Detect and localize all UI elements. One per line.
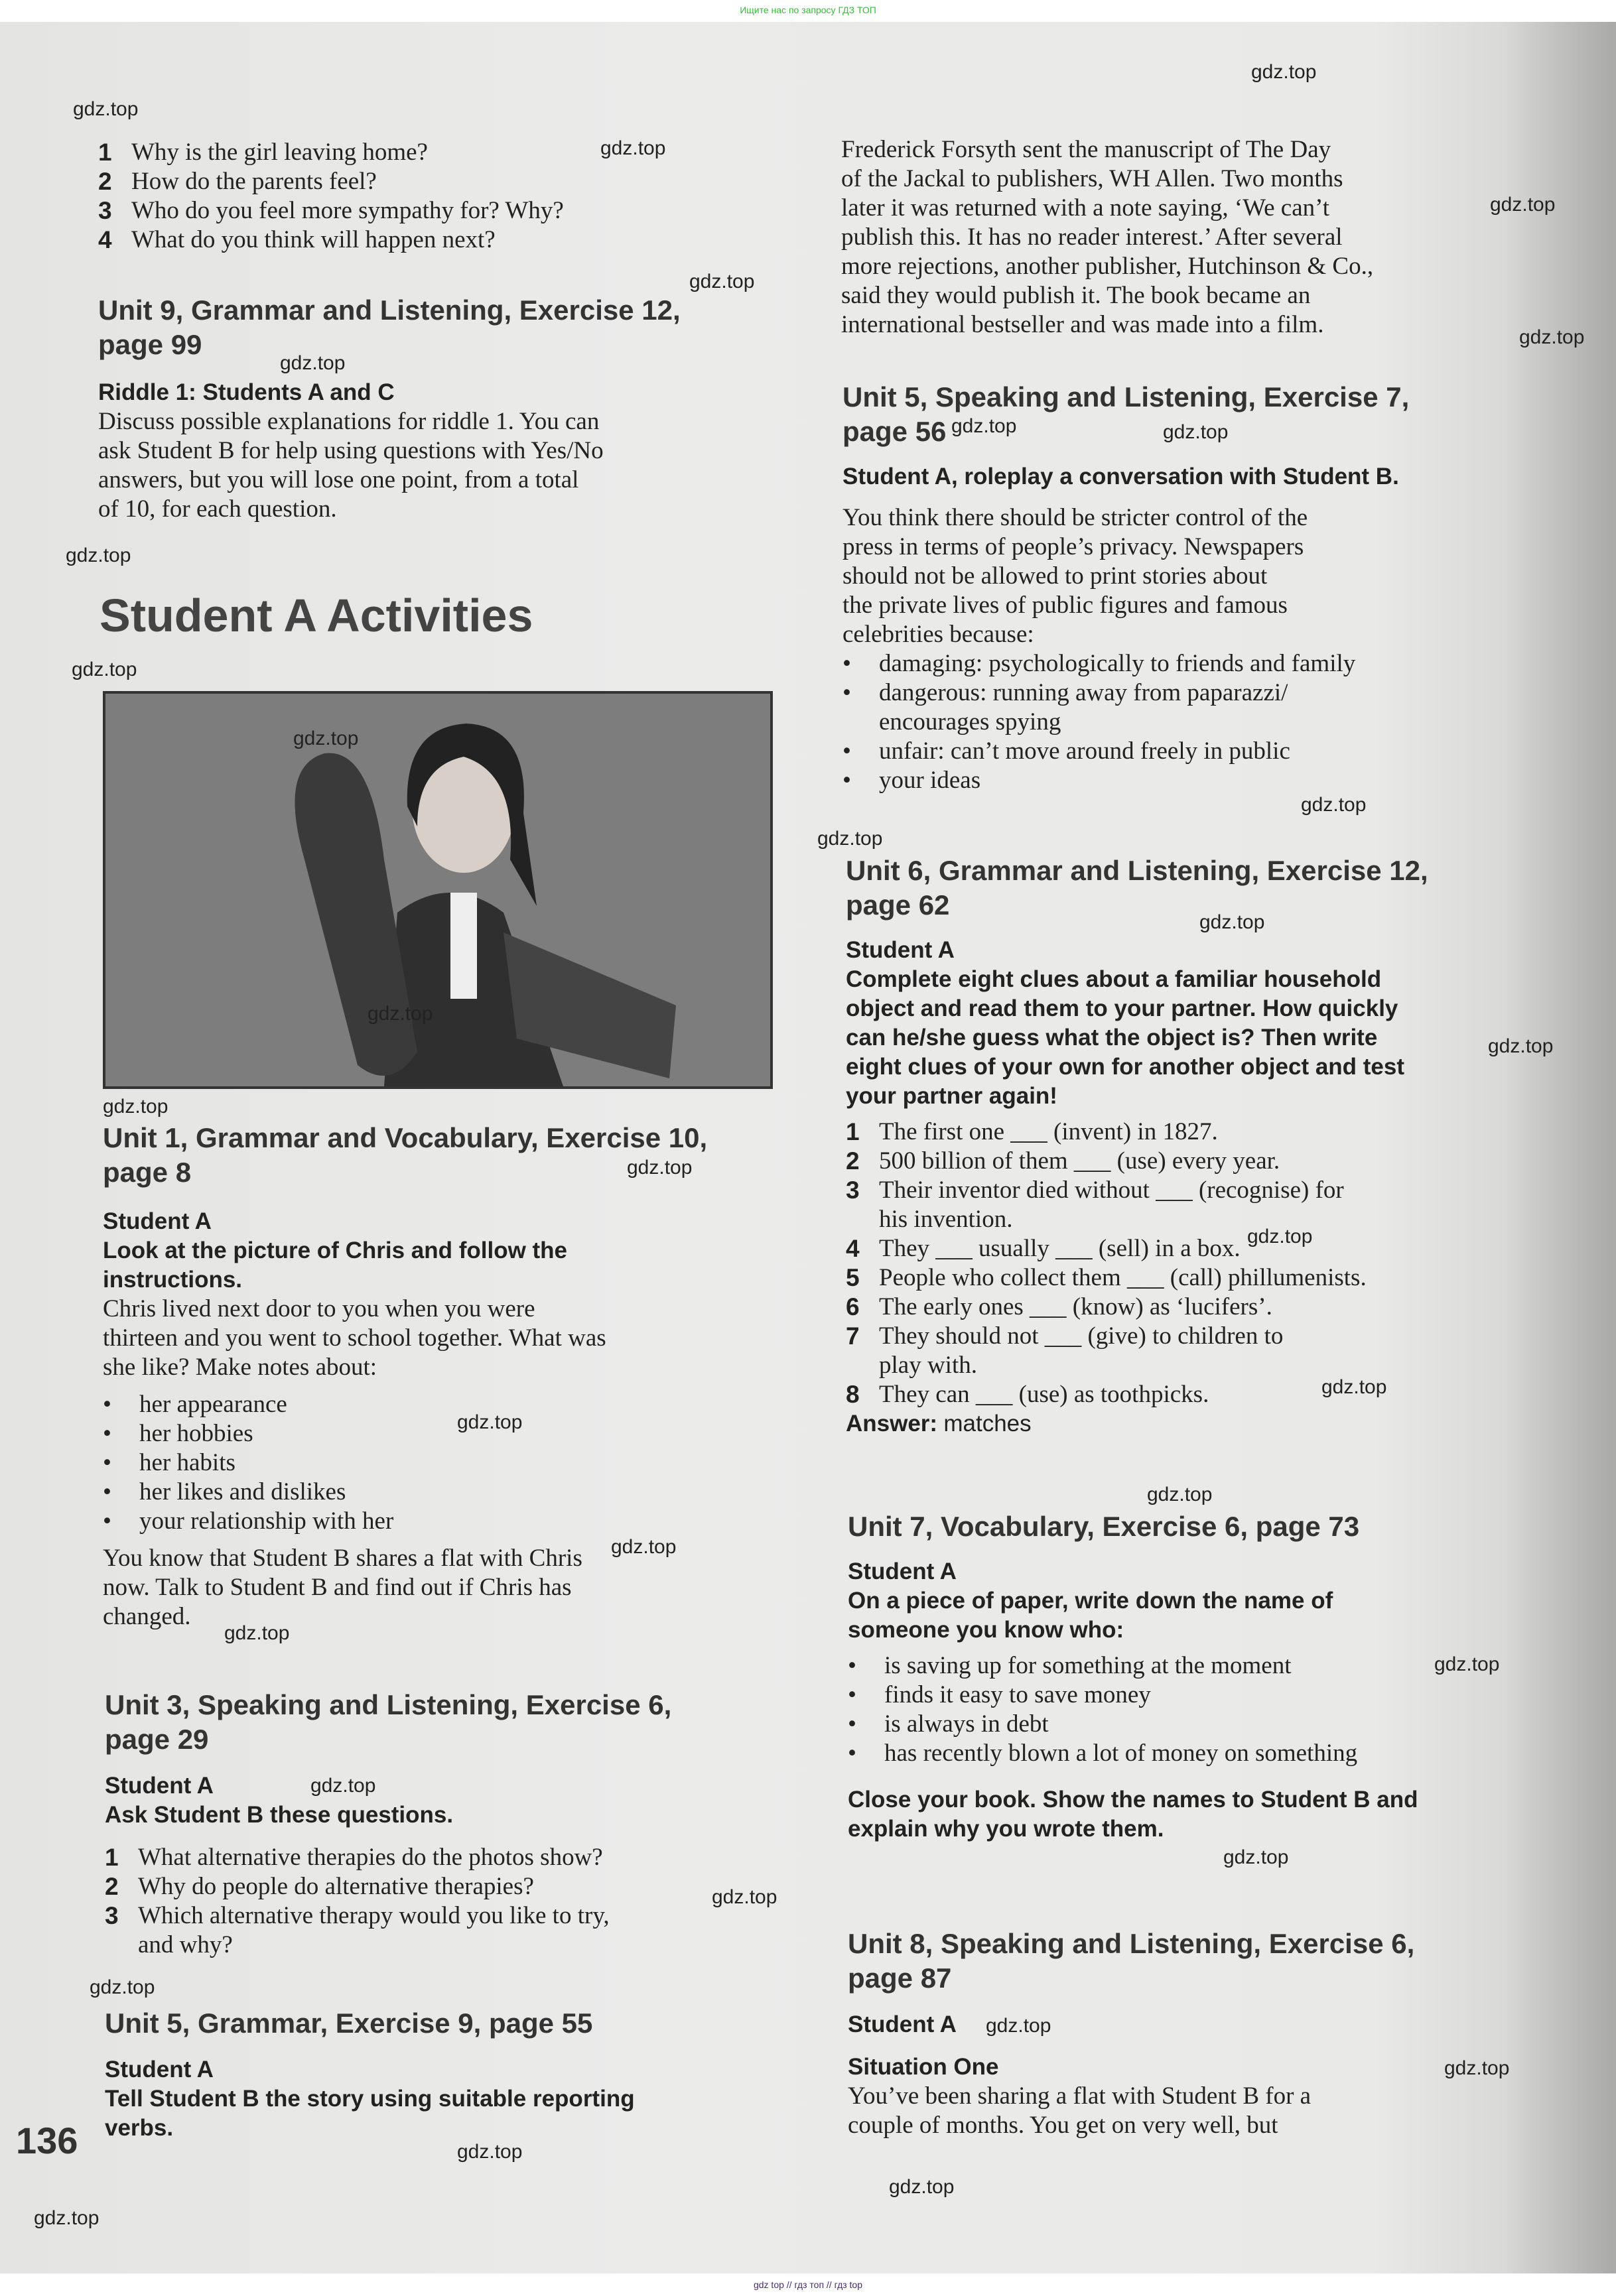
girl-illustration-icon	[105, 694, 770, 1086]
watermark: gdz.top	[1490, 194, 1556, 216]
item-number: 2	[846, 1147, 860, 1175]
watermark: gdz.top	[1301, 794, 1367, 816]
unit9-section	[98, 293, 815, 524]
bullet-item	[848, 1739, 1564, 1768]
watermark: gdz.top	[600, 137, 666, 159]
watermark: gdz.top	[986, 2015, 1051, 2037]
item-text: Who do you feel more sympathy for? Why?	[131, 197, 564, 224]
clue-item	[846, 1322, 1562, 1380]
bullet-text: her hobbies	[139, 1420, 253, 1447]
clue-item	[846, 1263, 1562, 1293]
bullet-text: her habits	[139, 1449, 236, 1476]
bullet-item	[842, 649, 1559, 678]
section-body: You’ve been sharing a flat with Student B for a couple of months. You get on very well, but	[848, 2082, 1312, 2139]
section-body: You know that Student B shares a flat with Chris now. Talk to Student B and find out if Chris has changed.	[103, 1545, 582, 1630]
bullet-item	[842, 678, 1559, 737]
situation-label: Situation One	[848, 2054, 999, 2080]
section-subheading: Student A Complete eight clues about a familiar household object and read them to your partner. How quickly can he/she guess what the object is? Then write eight clues of your own for another object and test your partner again!	[846, 937, 1405, 1109]
item-number: 4	[98, 226, 112, 253]
watermark: gdz.top	[951, 415, 1017, 437]
bullet-icon: •	[848, 1652, 856, 1679]
section-body: You think there should be stricter control of the press in terms of people’s privacy. Newspapers should not be allowed to print stories about the private lives of public figures and famous celebrities because:	[842, 504, 1308, 648]
bullet-text: her appearance	[139, 1391, 287, 1418]
item-number: 3	[105, 1902, 119, 1929]
clue-item	[846, 1176, 1562, 1234]
section-instruction: Close your book. Show the names to Student B and explain why you wrote them.	[848, 1787, 1418, 1842]
unit8-section	[848, 1927, 1564, 2140]
bullet-icon: •	[842, 650, 851, 677]
bullet-item	[848, 1710, 1564, 1739]
unit5-grammar-section	[105, 2006, 821, 2143]
watermark: gdz.top	[90, 1976, 155, 1998]
watermark: gdz.top	[280, 352, 346, 374]
item-text: How do the parents feel?	[131, 168, 377, 195]
watermark: gdz.top	[1519, 326, 1585, 348]
question-item	[105, 1843, 821, 1872]
bullet-icon: •	[842, 767, 851, 794]
bullet-icon: •	[848, 1710, 856, 1738]
bullet-item	[848, 1681, 1564, 1710]
bullet-text: unfair: can’t move around freely in public	[879, 737, 1290, 765]
item-text: The early ones ___ (know) as ‘lucifers’.	[879, 1293, 1272, 1320]
item-text: 500 billion of them ___ (use) every year.	[879, 1147, 1280, 1175]
watermark: gdz.top	[1247, 1226, 1313, 1247]
section-heading: Unit 1, Grammar and Vocabulary, Exercise 10, page 8	[103, 1122, 708, 1188]
bullet-icon: •	[848, 1681, 856, 1708]
item-text: What alternative therapies do the photos show?	[138, 1844, 603, 1871]
watermark: gdz.top	[73, 98, 139, 120]
item-number: 7	[846, 1322, 860, 1350]
section-subheading: Student A Look at the picture of Chris and follow the instructions.	[103, 1208, 568, 1293]
question-item	[98, 138, 815, 167]
clue-item	[846, 1234, 1562, 1263]
watermark: gdz.top	[1488, 1035, 1554, 1057]
section-subheading: Student A Tell Student B the story using suitable reporting verbs.	[105, 2057, 635, 2141]
bullet-icon: •	[842, 737, 851, 765]
student-a-activities-title: Student A Activities	[100, 590, 533, 641]
item-text: What do you think will happen next?	[131, 226, 496, 253]
watermark: gdz.top	[310, 1775, 376, 1797]
watermark: gdz.top	[293, 728, 359, 749]
section-body: Frederick Forsyth sent the manuscript of The Day of the Jackal to publishers, WH Allen. Two months later it was returned with a note saying, ‘We can’t publish this. It has no reader interest.’ After several more rejections, another publisher, Hutchinson & Co., said they would publish it. The book became an international bestseller and was made into a film.	[841, 136, 1374, 338]
item-number: 6	[846, 1293, 860, 1320]
unit6-section	[846, 854, 1562, 1438]
watermark: gdz.top	[1251, 61, 1317, 83]
section-subheading: Student A, roleplay a conversation with Student B.	[842, 464, 1399, 489]
bullet-item	[842, 766, 1559, 795]
bullet-item	[103, 1478, 819, 1507]
item-text: They ___ usually ___ (sell) in a box.	[879, 1235, 1241, 1262]
watermark: gdz.top	[1444, 2057, 1510, 2079]
unit3-section	[105, 1688, 821, 1960]
watermark: gdz.top	[457, 2141, 523, 2163]
section-subheading: Student A Ask Student B these questions.	[105, 1773, 454, 1828]
bullet-item	[103, 1507, 819, 1536]
bullet-text: finds it easy to save money	[884, 1681, 1151, 1708]
bullet-text: damaging: psychologically to friends and family	[879, 650, 1356, 677]
bullet-icon: •	[103, 1391, 111, 1418]
top-banner: Ищите нас по запросу ГДЗ ТОП	[0, 0, 1616, 22]
answer-value: matches	[943, 1411, 1032, 1436]
watermark: gdz.top	[457, 1411, 523, 1433]
watermark: gdz.top	[66, 544, 131, 566]
watermark: gdz.top	[817, 828, 883, 850]
item-number: 2	[105, 1873, 119, 1900]
bullet-text: dangerous: running away from paparazzi/ encourages spying	[879, 679, 1288, 735]
question-item	[98, 167, 815, 196]
bullet-text: has recently blown a lot of money on something	[884, 1740, 1358, 1767]
bullet-item	[842, 737, 1559, 766]
clue-item	[846, 1117, 1562, 1147]
item-number: 5	[846, 1264, 860, 1291]
question-item	[98, 225, 815, 255]
section-body: Chris lived next door to you when you were thirteen and you went to school together. What was she like? Make notes about:	[103, 1295, 606, 1381]
answer-line	[846, 1409, 1562, 1438]
watermark: gdz.top	[1163, 421, 1229, 443]
item-text: People who collect them ___ (call) phillumenists.	[879, 1264, 1367, 1291]
section-heading: Unit 8, Speaking and Listening, Exercise 6, page 87	[848, 1928, 1415, 1994]
item-number: 4	[846, 1235, 860, 1262]
item-number: 3	[98, 197, 112, 224]
bullet-item	[103, 1448, 819, 1478]
watermark: gdz.top	[224, 1622, 290, 1644]
bullet-icon: •	[842, 679, 851, 706]
bullet-icon: •	[103, 1478, 111, 1505]
item-text: They should not ___ (give) to children to play with.	[879, 1322, 1284, 1379]
item-text: Why do people do alternative therapies?	[138, 1873, 534, 1900]
bullet-icon: •	[103, 1449, 111, 1476]
questions-list	[98, 138, 815, 255]
watermark: gdz.top	[368, 1003, 433, 1025]
section-heading: Unit 5, Grammar, Exercise 9, page 55	[105, 2008, 593, 2039]
item-text: Their inventor died without ___ (recognise) for his invention.	[879, 1177, 1344, 1233]
section-heading: Unit 7, Vocabulary, Exercise 6, page 73	[848, 1511, 1360, 1542]
bullet-text: is saving up for something at the moment	[884, 1652, 1292, 1679]
unit1-section	[103, 1121, 819, 1631]
watermark: gdz.top	[72, 659, 137, 680]
watermark: gdz.top	[1321, 1376, 1387, 1398]
item-text: The first one ___ (invent) in 1827.	[879, 1118, 1218, 1145]
section-heading: Unit 5, Speaking and Listening, Exercise 7, page 56	[842, 381, 1410, 447]
section-subheading: Student A On a piece of paper, write down the name of someone you know who:	[848, 1559, 1333, 1643]
watermark: gdz.top	[1147, 1484, 1213, 1505]
section-body: Discuss possible explanations for riddle 1. You can ask Student B for help using questions with Yes/No answers, but you will lose one point, from a total of 10, for each question.	[98, 408, 604, 523]
bullet-icon: •	[103, 1420, 111, 1447]
item-text: Why is the girl leaving home?	[131, 139, 428, 166]
answer-label: Answer:	[846, 1411, 938, 1436]
question-item	[105, 1901, 821, 1960]
section-heading: Unit 9, Grammar and Listening, Exercise 12, page 99	[98, 294, 681, 360]
bullet-icon: •	[848, 1740, 856, 1767]
watermark: gdz.top	[889, 2176, 955, 2198]
page-number: 136	[16, 2120, 78, 2161]
bullet-text: is always in debt	[884, 1710, 1049, 1738]
bottom-banner: gdz top // гдз топ // гдз top	[0, 2273, 1616, 2296]
item-text: They can ___ (use) as toothpicks.	[879, 1381, 1209, 1408]
bullet-text: her likes and dislikes	[139, 1478, 346, 1505]
section-heading: Unit 3, Speaking and Listening, Exercise 6, page 29	[105, 1689, 672, 1755]
section-heading: Unit 6, Grammar and Listening, Exercise 12, page 62	[846, 855, 1428, 921]
section-subheading: Student A	[848, 2011, 957, 2037]
watermark: gdz.top	[611, 1536, 677, 1558]
question-item	[98, 196, 815, 225]
unit7-section	[848, 1509, 1564, 1844]
section-subheading: Riddle 1: Students A and C	[98, 379, 395, 405]
watermark: gdz.top	[689, 271, 755, 292]
watermark: gdz.top	[103, 1096, 168, 1117]
item-number: 8	[846, 1381, 860, 1408]
watermark: gdz.top	[1223, 1846, 1289, 1868]
clue-item	[846, 1293, 1562, 1322]
watermark: gdz.top	[712, 1886, 777, 1908]
item-number: 3	[846, 1177, 860, 1204]
item-number: 2	[98, 168, 112, 195]
forsyth-paragraph	[841, 135, 1558, 340]
item-text: Which alternative therapy would you like to try, and why?	[138, 1902, 610, 1958]
item-number: 1	[98, 139, 112, 166]
watermark: gdz.top	[1199, 911, 1265, 933]
illustration-girl-with-guitar-case	[103, 691, 773, 1089]
clue-item	[846, 1147, 1562, 1176]
watermark: gdz.top	[1434, 1653, 1500, 1675]
bullet-icon: •	[103, 1507, 111, 1535]
watermark: gdz.top	[34, 2207, 100, 2229]
bullet-text: your ideas	[879, 767, 981, 794]
item-number: 1	[105, 1844, 119, 1871]
item-number: 1	[846, 1118, 860, 1145]
clue-item	[846, 1380, 1562, 1409]
bullet-text: your relationship with her	[139, 1507, 394, 1535]
watermark: gdz.top	[627, 1157, 693, 1179]
